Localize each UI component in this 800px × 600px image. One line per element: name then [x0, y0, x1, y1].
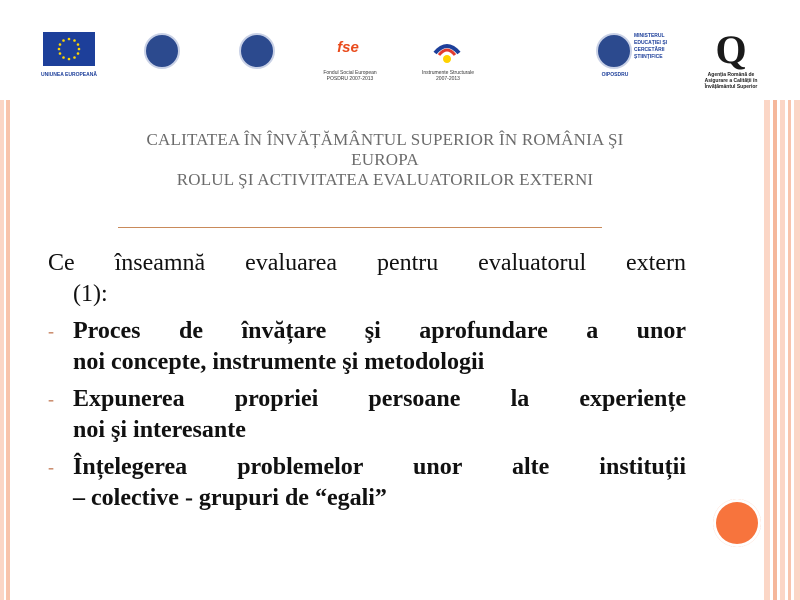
- intro-line: Ce înseamnă evaluarea pentru evaluatorul extern: [48, 250, 686, 276]
- orange-circle-decor: [713, 499, 761, 547]
- bullet-dash: -: [48, 389, 54, 409]
- title-underline: [118, 227, 602, 228]
- aracis-caption: Agenția Română de Asigurare a Calității în Învățământul Superior: [704, 72, 758, 90]
- left-decor-stripe: [0, 100, 4, 600]
- intro-line: (1):: [73, 281, 108, 307]
- right-decor-stripe: [788, 100, 791, 600]
- eu-caption: UNIUNEA EUROPEANĂ: [41, 72, 97, 78]
- fse-logo: fse: [337, 39, 359, 56]
- right-decor-stripe: [764, 100, 770, 600]
- bullet-line: noi concepte, instrumente şi metodologii: [73, 349, 485, 375]
- logo-bar: [0, 0, 800, 100]
- title-line: CALITATEA ÎN ÎNVĂȚĂMÂNTUL SUPERIOR ÎN ROMÂNIA ŞI: [146, 130, 624, 149]
- bullet-dash: -: [48, 321, 54, 341]
- right-decor-stripe: [773, 100, 777, 600]
- fse-caption: Fondul Social European POSDRU 2007-2013: [323, 70, 377, 82]
- oiposdru-caption: OIPOSDRU: [601, 72, 629, 78]
- structural-instruments-logo: [429, 33, 465, 67]
- bullet-line: noi şi interesante: [73, 417, 246, 443]
- bullet-line: Înțelegerea problemelor unor alte instituții: [73, 454, 686, 480]
- intro-text: [48, 248, 686, 310]
- bullet-item: [48, 452, 686, 514]
- structural-instruments-caption: Instrumente Structurale 2007-2013: [422, 70, 474, 82]
- oiposdru-seal-logo: [596, 33, 632, 69]
- title-line: ROLUL ŞI ACTIVITATEA EVALUATORILOR EXTERNI: [176, 170, 594, 189]
- bullet-line: Expunerea propriei persoane la experiențe: [73, 386, 686, 412]
- bullet-item: [48, 316, 686, 378]
- right-decor-stripe: [780, 100, 785, 600]
- slide-body: [48, 248, 686, 514]
- ministry-seal-logo: [239, 33, 275, 69]
- bullet-line: – colective - grupuri de “egali”: [73, 485, 387, 511]
- bullet-item: [48, 384, 686, 446]
- aracis-q-logo: Q: [715, 27, 747, 72]
- title-line: EUROPA: [351, 150, 419, 169]
- bullet-line: Proces de învățare şi aprofundare a unor: [73, 318, 686, 344]
- right-decor-stripe: [794, 100, 800, 600]
- eu-flag-logo: [43, 32, 95, 66]
- bullet-dash: -: [48, 457, 54, 477]
- government-seal-logo: [144, 33, 180, 69]
- left-decor-stripe: [6, 100, 10, 600]
- ministry-name: MINISTERUL EDUCAȚIEI ȘI CERCETĂRII ȘTIINȚIFICE: [634, 33, 668, 60]
- slide-title: [60, 130, 710, 190]
